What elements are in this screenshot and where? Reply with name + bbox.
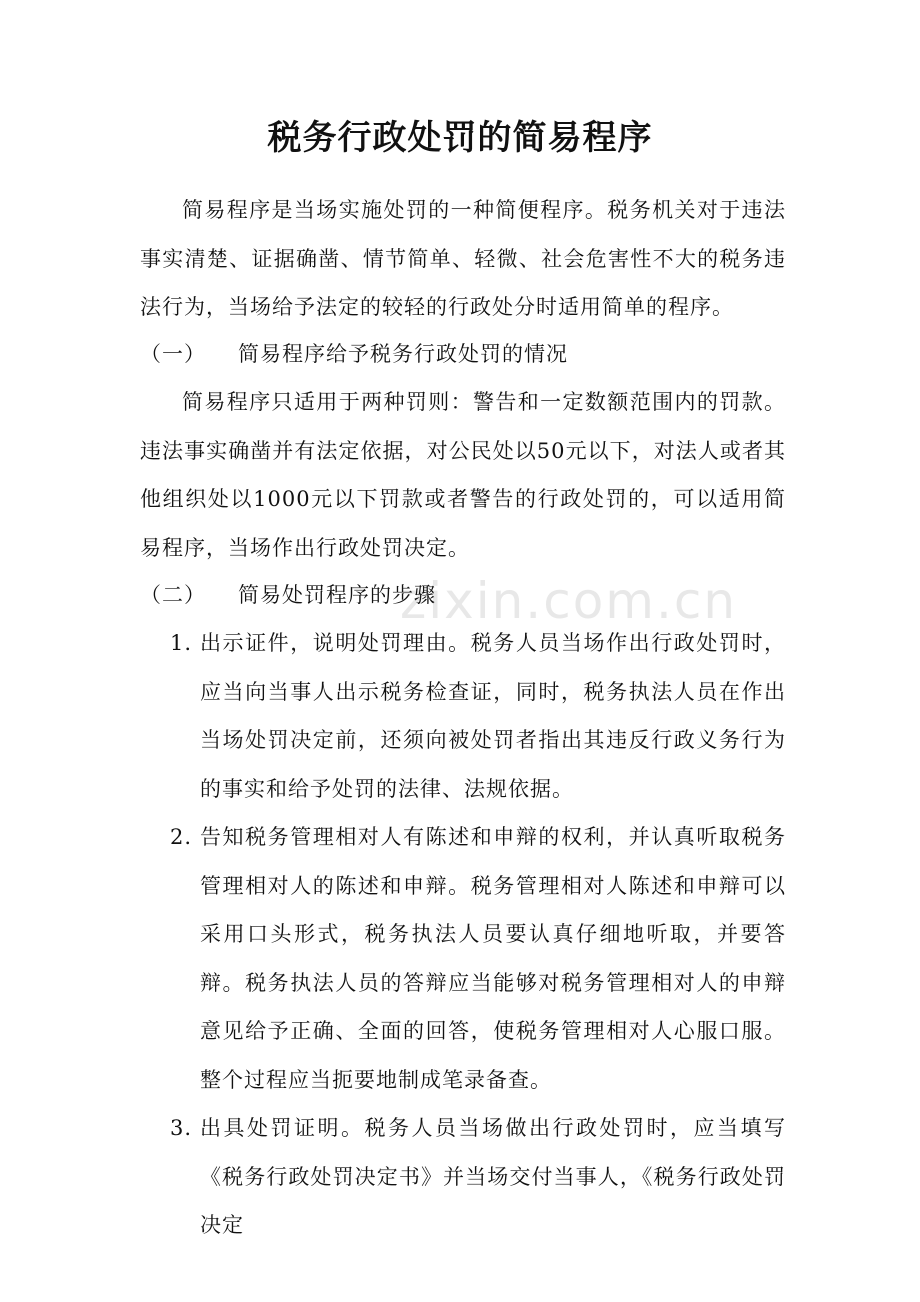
list-item-text: 出具处罚证明。税务人员当场做出行政处罚时，应当填写《税务行政处罚决定书》并当场交付当事人，《税务行政处罚决定 — [200, 1116, 786, 1237]
document-title: 税务行政处罚的简易程序 — [267, 118, 653, 158]
list-item-text: 告知税务管理相对人有陈述和申辩的权利，并认真听取税务管理相对人的陈述和申辩。税务管理相对人陈述和申辩可以采用口头形式，税务执法人员要认真仔细地听取，并要答辩。税务执法人员的答辩应当能够对税务管理相对人的申辩意见给予正确、全面的回答，使税务管理相对人心服口服。整个过程应当扼要地制成笔录备查。 — [200, 825, 786, 1092]
section-1-paragraph: 简易程序只适用于两种罚则：警告和一定数额范围内的罚款。违法事实确凿并有法定依据，对公民处以50元以下，对法人或者其他组织处以1000元以下罚款或者警告的行政处罚的，可以适用简易程序，当场作出行政处罚决定。 — [140, 390, 786, 560]
section-2-title: 简易处罚程序的步骤 — [238, 583, 436, 607]
section-2-number: （二） — [140, 583, 206, 607]
list-item — [170, 619, 786, 813]
list-item — [170, 813, 786, 1104]
section-2-heading — [140, 571, 786, 620]
list-item — [170, 1104, 786, 1250]
list-item-index: 2. — [170, 825, 193, 849]
section-1-number: （一） — [140, 342, 206, 366]
watermark: zixin.com.cn — [400, 572, 738, 630]
intro-paragraph: 简易程序是当场实施处罚的一种简便程序。税务机关对于违法事实清楚、证据确凿、情节简单、轻微、社会危害性不大的税务违法行为，当场给予法定的较轻的行政处分时适用简单的程序。 — [140, 198, 786, 319]
list-item-index: 1. — [170, 631, 193, 655]
list-item-index: 3. — [170, 1116, 193, 1140]
section-1-title: 简易程序给予税务行政处罚的情况 — [238, 342, 568, 366]
list-item-text: 出示证件，说明处罚理由。税务人员当场作出行政处罚时，应当向当事人出示税务检查证，同时，税务执法人员在作出当场处罚决定前，还须向被处罚者指出其违反行政义务行为的事实和给予处罚的法律、法规依据。 — [200, 631, 786, 801]
section-1-heading — [140, 330, 786, 379]
